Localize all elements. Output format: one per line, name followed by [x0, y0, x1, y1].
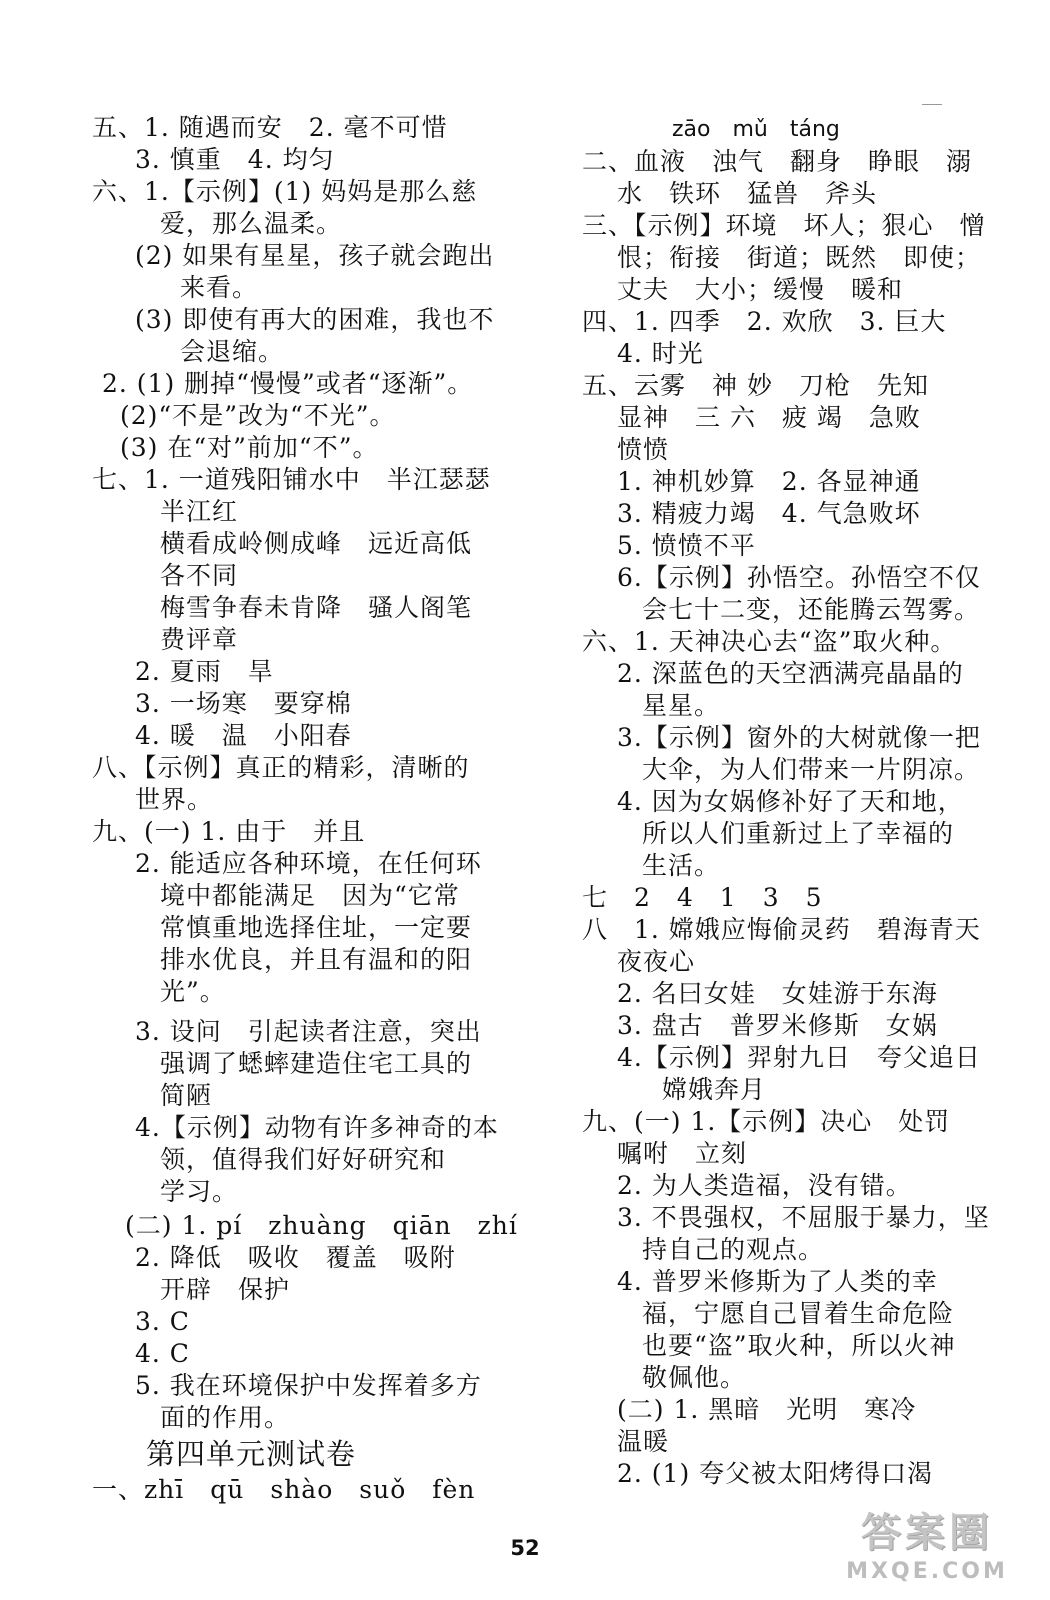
answer-line: 3. 盘古 普罗米修斯 女娲 [617, 1011, 938, 1040]
answer-line: 3. 慎重 4. 均匀 [135, 145, 335, 174]
answer-line: 大伞，为人们带来一片阴凉。 [642, 755, 981, 784]
answer-line: 五、1. 随遇而安 2. 毫不可惜 [92, 113, 448, 142]
answer-line: 费评章 [160, 625, 239, 654]
answer-line: 五、云雾 神 妙 刀枪 先知 [582, 371, 929, 400]
answer-line: 嘱咐 立刻 [617, 1139, 748, 1168]
answer-line: (二) 1. pí zhuàng qiān zhí [125, 1211, 518, 1240]
answer-line: 恨；衔接 街道；既然 即使； [617, 243, 982, 272]
answer-line: 3. 不畏强权，不屈服于暴力，坚 [617, 1203, 990, 1232]
answer-line: 境中都能满足 因为“它常 [160, 881, 460, 910]
answer-line: 生活。 [642, 851, 721, 880]
answer-line: 排水优良，并且有温和的阳 [160, 945, 473, 974]
answer-line: 敬佩他。 [642, 1363, 747, 1392]
answer-line: 会七十二变，还能腾云驾雾。 [642, 595, 981, 624]
answer-line: 5. 愤愤不平 [617, 531, 756, 560]
watermark-brand: 答案圈 [861, 1510, 993, 1556]
answer-line: 嫦娥奔月 [662, 1075, 767, 1104]
answer-line: 九、(一) 1. 由于 并且 [92, 817, 366, 846]
answer-line: (3) 在“对”前加“不”。 [120, 433, 379, 462]
answer-line: 各不同 [160, 561, 239, 590]
answer-line: 六、1.【示例】(1) 妈妈是那么慈 [92, 177, 478, 206]
answer-line: 光”。 [160, 977, 226, 1006]
answer-line: 4. 时光 [617, 339, 704, 368]
answer-line: (二) 1. 黑暗 光明 寒冷 [617, 1395, 917, 1424]
answer-line: 夜夜心 [617, 947, 696, 976]
answer-line: 2. 能适应各种环境，在任何环 [135, 849, 482, 878]
answer-line: 2. 降低 吸收 覆盖 吸附 [135, 1243, 456, 1272]
answer-line: (2)“不是”改为“不光”。 [120, 401, 396, 430]
answer-line: 星星。 [642, 691, 721, 720]
answer-line: 水 铁环 猛兽 斧头 [617, 179, 878, 208]
answer-line: 来看。 [180, 273, 259, 302]
answer-line: 会退缩。 [180, 337, 285, 366]
watermark-url: MXQE.COM [846, 1559, 1008, 1584]
answer-line: 爱，那么温柔。 [160, 209, 343, 238]
answer-line: 四、1. 四季 2. 欢欣 3. 巨大 [582, 307, 947, 336]
answer-line: 学习。 [160, 1177, 239, 1206]
answer-line: 愤愤 [617, 435, 670, 464]
answer-line: 3.【示例】窗外的大树就像一把 [617, 723, 981, 752]
answer-line: 福，宁愿自己冒着生命危险 [642, 1299, 955, 1328]
answer-line: 世界。 [135, 785, 214, 814]
answer-line: 也要“盗”取火种，所以火神 [642, 1331, 956, 1360]
answer-line: 梅雪争春未肯降 骚人阁笔 [160, 593, 473, 622]
answer-line: 简陋 [160, 1081, 213, 1110]
unit-title: 第四单元测试卷 [146, 1437, 357, 1471]
answer-line: 4. 普罗米修斯为了人类的幸 [617, 1267, 938, 1296]
answer-line: 丈夫 大小；缓慢 暖和 [617, 275, 904, 304]
answer-line: 3. 一场寒 要穿棉 [135, 689, 352, 718]
answer-line: 4. 因为女娲修补好了天和地， [617, 787, 964, 816]
answer-line: 二、血液 浊气 翻身 睁眼 溺 [582, 147, 973, 176]
page-number: 52 [510, 1536, 540, 1560]
answer-line: 八 1. 嫦娥应悔偷灵药 碧海青天 [582, 915, 981, 944]
answer-line: zāo mǔ táng [672, 117, 840, 142]
answer-line: 1. 神机妙算 2. 各显神通 [617, 467, 921, 496]
answer-line: 6.【示例】孙悟空。孙悟空不仅 [617, 563, 981, 592]
answer-line: 八、【示例】真正的精彩，清晰的 [92, 753, 470, 782]
answer-line: 4.【示例】羿射九日 夸父追日 [617, 1043, 981, 1072]
answer-line: 3. C [135, 1307, 190, 1336]
answer-line: 九、(一) 1.【示例】决心 处罚 [582, 1107, 951, 1136]
answer-line: 4.【示例】动物有许多神奇的本 [135, 1113, 499, 1142]
answer-line: 5. 我在环境保护中发挥着多方 [135, 1371, 482, 1400]
answer-line: 显神 三 六 疲 竭 急败 [617, 403, 921, 432]
answer-line: (3) 即使有再大的困难，我也不 [135, 305, 495, 334]
answer-line: 六、1. 天神决心去“盗”取火种。 [582, 627, 957, 656]
answer-line: 2. 为人类造福，没有错。 [617, 1171, 912, 1200]
answer-line: 4. C [135, 1339, 190, 1368]
answer-line: 七、1. 一道残阳铺水中 半江瑟瑟 [92, 465, 491, 494]
answer-line: 强调了蟋蟀建造住宅工具的 [160, 1049, 473, 1078]
answer-line: 常慎重地选择住址，一定要 [160, 913, 473, 942]
answer-line: 七 2 4 1 3 5 [582, 883, 823, 912]
answer-line: 一、zhī qū shào suǒ fèn [92, 1475, 476, 1504]
answer-line: 半江红 [160, 497, 239, 526]
answer-line: 3. 精疲力竭 4. 气急败坏 [617, 499, 921, 528]
answer-line: 4. 暖 温 小阳春 [135, 721, 352, 750]
answer-line: 2. 夏雨 旱 [135, 657, 274, 686]
answer-line: (2) 如果有星星，孩子就会跑出 [135, 241, 495, 270]
answer-line: 3. 设问 引起读者注意，突出 [135, 1017, 482, 1046]
answer-line: 面的作用。 [160, 1403, 291, 1432]
answer-line: 所以人们重新过上了幸福的 [642, 819, 955, 848]
answer-line: 横看成岭侧成峰 远近高低 [160, 529, 473, 558]
answer-line: 三、【示例】环境 坏人；狠心 憎 [582, 211, 986, 240]
answer-line: 2. (1) 删掉“慢慢”或者“逐渐”。 [102, 369, 474, 398]
answer-line: 2. 名曰女娃 女娃游于东海 [617, 979, 938, 1008]
answer-line: 开辟 保护 [160, 1275, 291, 1304]
answer-line: 2. (1) 夸父被太阳烤得口渴 [617, 1459, 934, 1488]
divider [922, 104, 942, 105]
answer-line: 2. 深蓝色的天空洒满亮晶晶的 [617, 659, 964, 688]
answer-line: 温暖 [617, 1427, 670, 1456]
answer-line: 领，值得我们好好研究和 [160, 1145, 447, 1174]
watermark-logo [822, 1508, 1032, 1592]
answer-line: 持自己的观点。 [642, 1235, 825, 1264]
